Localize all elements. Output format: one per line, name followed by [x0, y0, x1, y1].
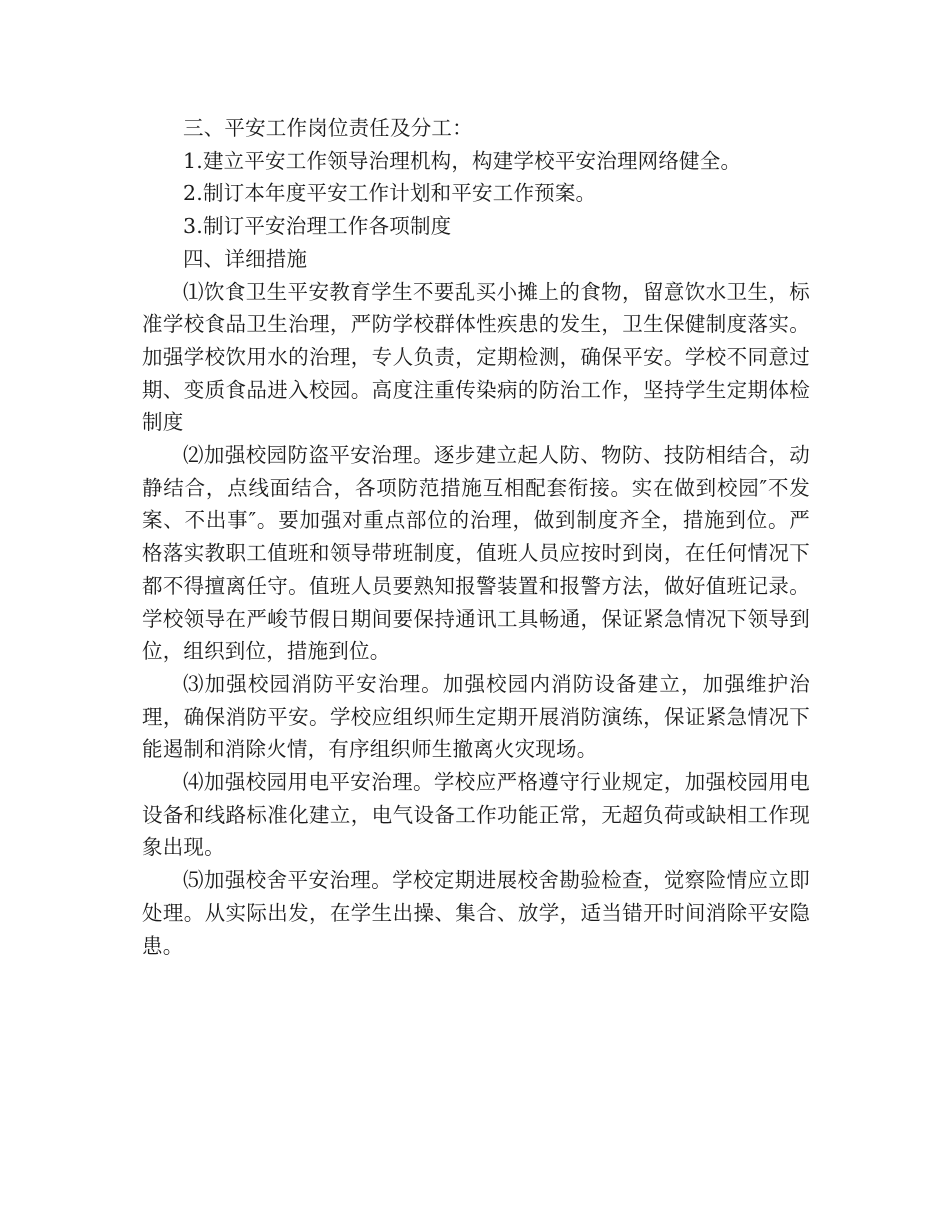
measure-paragraph-fire-safety: ⑶加强校园消防平安治理。加强校园内消防设备建立，加强维护治理，确保消防平安。学校应组织师生定期开展消防演练，保证紧急情况下能遏制和消除火情，有序组织师生撤离火灾现场。 — [142, 671, 810, 762]
measure-paragraph-building-safety: ⑸加强校舍平安治理。学校定期进展校舍勘验检查，觉察险情应立即处理。从实际出发，在学生出操、集合、放学，适当错开时间消除平安隐患。 — [142, 868, 810, 958]
list-item-2: 2.制订本年度平安工作计划和平安工作预案。 — [183, 181, 597, 206]
measure-paragraph-anti-theft: ⑵加强校园防盗平安治理。逐步建立起人防、物防、技防相结合，动静结合，点线面结合，各项防范措施互相配套衔接。实在做到校园″不发案、不出事″。要加强对重点部位的治理，做到制度齐全，措施到位。严格落实教职工值班和领导带班制度，值班人员应按时到岗，在任何情况下都不得擅离任守。值班人员要熟知报警装置和报警方法，做好值班记录。学校领导在严峻节假日期间要保持通讯工具畅通，保证紧急情况下领导到位，组织到位，措施到位。 — [142, 443, 810, 664]
document-body — [142, 112, 810, 962]
measure-paragraph-electrical-safety: ⑷加强校园用电平安治理。学校应严格遵守行业规定，加强校园用电设备和线路标准化建立，电气设备工作功能正常，无超负荷或缺相工作现象出现。 — [142, 770, 810, 860]
list-item-1: 1.建立平安工作领导治理机构，构建学校平安治理网络健全。 — [183, 148, 742, 173]
section-heading-measures: 四、详细措施 — [183, 246, 308, 271]
measure-paragraph-food-safety: ⑴饮食卫生平安教育学生不要乱买小摊上的食物，留意饮水卫生，标准学校食品卫生治理，严防学校群体性疾患的发生，卫生保健制度落实。加强学校饮用水的治理，专人负责，定期检测，确保平安。学校不同意过期、变质食品进入校园。高度注重传染病的防治工作，坚持学生定期体检制度 — [142, 279, 810, 435]
list-item-3: 3.制订平安治理工作各项制度 — [183, 214, 452, 239]
section-heading-responsibilities: 三、平安工作岗位责任及分工： — [183, 116, 473, 140]
